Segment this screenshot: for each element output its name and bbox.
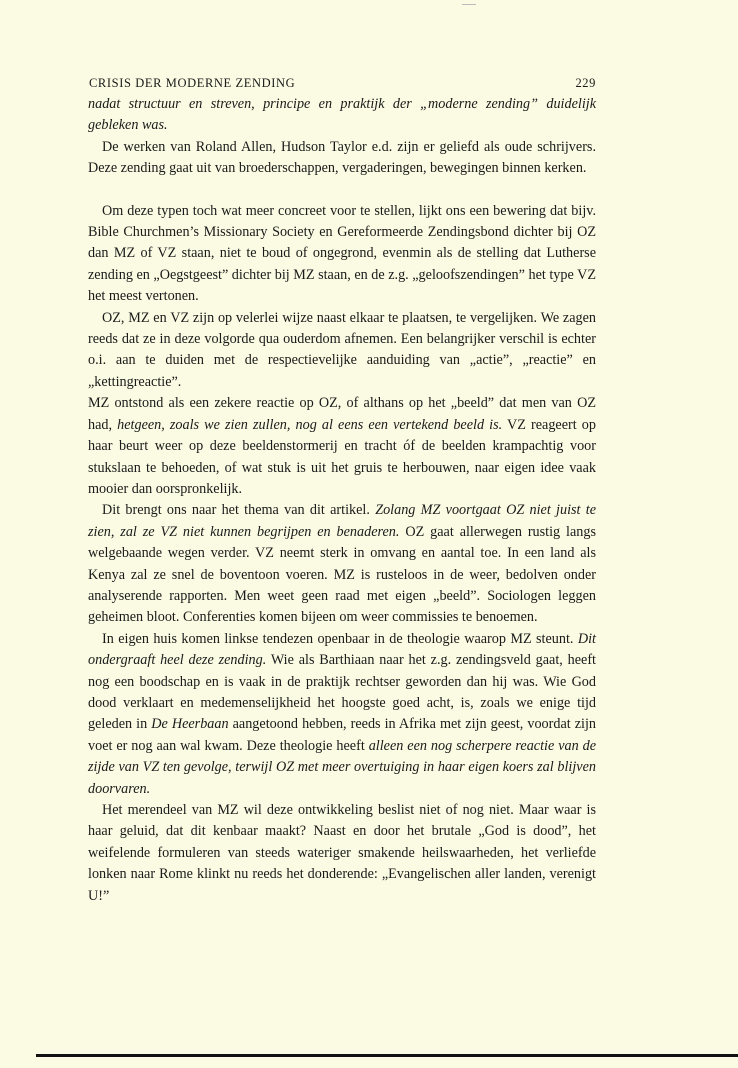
text-run: nadat structuur en streven, principe en praktijk der „moderne zending” duidelijk gebleken was. bbox=[88, 96, 596, 134]
paragraph bbox=[88, 393, 596, 500]
text-run-italic: hetgeen, zoals we zien zullen, nog al eens een vertekend beeld is. bbox=[117, 416, 503, 433]
body-text bbox=[88, 94, 596, 907]
page-number: 229 bbox=[575, 76, 596, 90]
bottom-rule bbox=[36, 1054, 738, 1057]
paragraph bbox=[88, 500, 596, 628]
text-run: In eigen huis komen linkse tendezen openbaar in de theologie waarop MZ steunt. bbox=[102, 630, 578, 647]
paragraph-continuation bbox=[88, 94, 596, 137]
text-run: OZ, MZ en VZ zijn op velerlei wijze naast elkaar te plaatsen, te vergelijken. We zagen reeds dat ze in deze volgorde qua ouderdom afnemen. Een belangrijker verschil is echter o.i. aan te duiden met de respectievelijke aanduiding van „actie”, „reactie” en „kettingreactie”. bbox=[88, 309, 596, 390]
paragraph bbox=[88, 800, 596, 907]
text-run: Om deze typen toch wat meer concreet voor te stellen, lijkt ons een bewering dat bijv. Bible Churchmen’s Missionary Society en Gereformeerde Zendingsbond dichter bij OZ dan MZ of VZ staan, niet te boud of ongegrond, evenmin als de stelling dat Lutherse zending en „Oegstgeest” dichter bij MZ staan, en de z.g. „geloofszendingen” het type VZ het meest vertonen. bbox=[88, 202, 596, 305]
text-run: Wie als Barthiaan naar het z.g. zendingsveld gaat, heeft nog een boodschap en is vaak in de praktijk rechtser geworden dan hij was. Wie God dood verklaart en medemenselijkheid het hoogste goed acht, is, zoals we enige tijd geleden in bbox=[88, 652, 596, 733]
paragraph bbox=[88, 137, 596, 180]
text-run: VZ reageert op haar beurt weer op deze beeldenstormerij en tracht óf de beelden krampachtig voor stukslaan te behoeden, of wat stuk is uit het gruis te herbouwen, naar eigen idee vaak mooier dan oorspronkelijk. bbox=[88, 416, 596, 497]
book-page bbox=[88, 74, 596, 907]
text-run: aangetoond hebben, reeds in Afrika met zijn geest, voordat zijn voet er nog aan wal kwam. Deze theologie heeft bbox=[88, 716, 597, 754]
text-run: MZ ontstond als een zekere reactie op OZ, of althans op het „beeld” dat men van OZ had, bbox=[88, 395, 596, 433]
text-run-italic: Dit ondergraaft heel deze zending. bbox=[88, 630, 596, 669]
paragraph bbox=[88, 629, 596, 800]
text-run-italic: De Heerbaan bbox=[151, 716, 229, 733]
text-run: De werken van Roland Allen, Hudson Taylor e.d. zijn er geliefd als oude schrijvers. Deze zending gaat uit van broederschappen, vergaderingen, bewegingen binnen kerken. bbox=[88, 138, 596, 177]
text-run-italic: Zolang MZ voortgaat OZ niet juist te zien, zal ze VZ niet kunnen begrijpen en benaderen. bbox=[88, 502, 596, 540]
text-run-italic: alleen een nog scherpere reactie van de zijde van VZ ten gevolge, terwijl OZ met meer overtuiging in haar eigen koers zal blijven doorvaren. bbox=[88, 737, 596, 797]
text-run: Het merendeel van MZ wil deze ontwikkeling beslist niet of nog niet. Maar waar is haar geluid, dat dit kenbaar maakt? Naast en door het brutale „God is dood”, het weifelende formuleren van steeds wateriger smakende heilswaarheden, het verliefde lonken naar Rome klinkt nu reeds het donderende: „Evangelischen aller landen, verenigt U!” bbox=[88, 802, 596, 904]
text-run: Dit brengt ons naar het thema van dit artikel. bbox=[102, 502, 376, 519]
text-run: OZ gaat allerwegen rustig langs welgebaande wegen verder. VZ neemt sterk in omvang en aantal toe. In een land als Kenya zal ze snel de boventoon voeren. MZ is rusteloos in de weer, bedolven onder analyserende rapporten. Men weet geen raad met eigen „beeld”. Sociologen leggen geheimen bloot. Conferenties komen bijeen om weer commissies te benoemen. bbox=[88, 523, 596, 626]
running-header bbox=[88, 74, 596, 94]
scan-speck bbox=[462, 4, 476, 5]
paragraph bbox=[88, 308, 596, 394]
paragraph bbox=[88, 201, 596, 308]
running-title: CRISIS DER MODERNE ZENDING bbox=[89, 76, 296, 90]
